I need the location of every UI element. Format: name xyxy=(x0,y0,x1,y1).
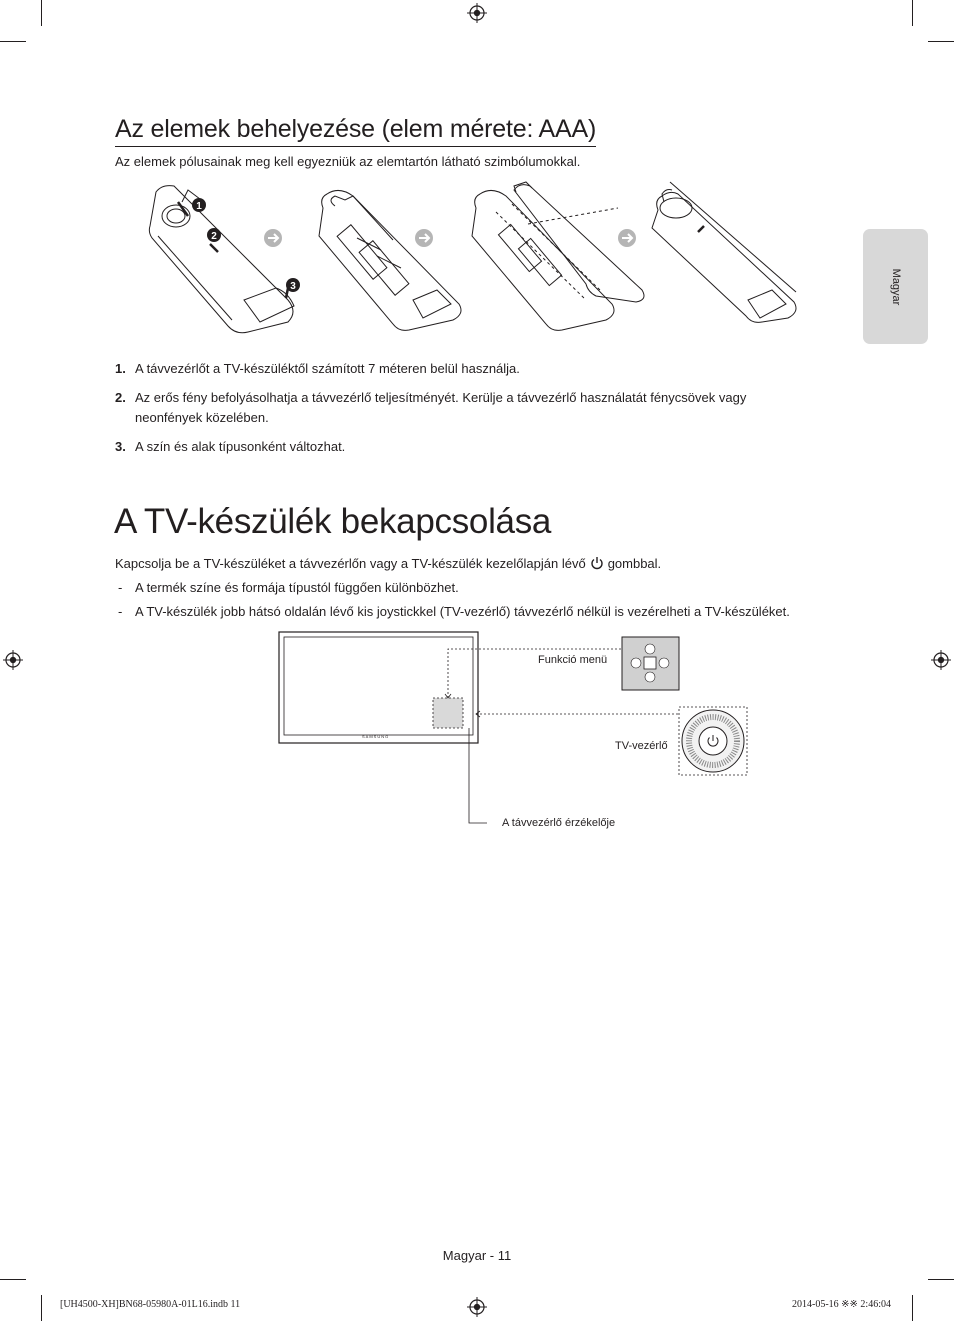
tv-controller-joystick xyxy=(679,707,747,775)
remote-step-4 xyxy=(652,182,796,322)
list-number: 2. xyxy=(115,390,126,405)
crop-mark xyxy=(928,1279,954,1280)
crop-mark xyxy=(0,41,26,42)
battery-notes-list xyxy=(115,359,815,466)
list-number: 1. xyxy=(115,361,126,376)
next-step-arrow-icon xyxy=(415,229,433,247)
language-tab-label: Magyar xyxy=(889,268,902,305)
section-heading-batteries: Az elemek behelyezése (elem mérete: AAA) xyxy=(115,114,596,147)
list-item xyxy=(115,437,815,457)
list-item xyxy=(115,388,815,428)
svg-text:3: 3 xyxy=(290,281,296,292)
page-number: Magyar - 11 xyxy=(442,1248,512,1263)
print-footer-timestamp: 2014-05-16 ※※ 2:46:04 xyxy=(792,1299,891,1310)
tv-brand-logo: SAMSUNG xyxy=(362,734,390,739)
section-heading-power-on: A TV-készülék bekapcsolása xyxy=(114,502,552,541)
registration-mark-icon xyxy=(467,1297,487,1317)
list-item xyxy=(115,359,815,379)
print-footer-file: [UH4500-XH]BN68-05980A-01L16.indb 11 xyxy=(60,1299,241,1310)
crop-mark xyxy=(912,1295,913,1321)
step-badge-1 xyxy=(192,198,206,212)
list-number: 3. xyxy=(115,439,126,454)
remote-step-3 xyxy=(472,182,644,330)
registration-mark-icon xyxy=(3,650,23,670)
battery-intro-text: Az elemek pólusainak meg kell egyezniük az elemtartón látható szimbólumokkal. xyxy=(115,154,581,169)
language-side-tab xyxy=(863,229,928,344)
list-item: - A termék színe és formája típustól függően különbözhet. xyxy=(118,580,459,595)
power-text-before: Kapcsolja be a TV-készüléket a távvezérlőn vagy a TV-készülék kezelőlapján lévő xyxy=(115,556,586,571)
next-step-arrow-icon xyxy=(618,229,636,247)
remote-step-1 xyxy=(149,186,294,333)
crop-mark xyxy=(912,0,913,26)
list-text: A távvezérlőt a TV-készüléktől számított 7 méteren belül használja. xyxy=(135,361,520,376)
remote-sensor-area xyxy=(433,698,463,728)
power-notes-list xyxy=(115,579,790,627)
crop-mark xyxy=(0,1279,26,1280)
remote-step-2 xyxy=(319,190,461,330)
svg-text:1: 1 xyxy=(196,201,202,212)
crop-mark xyxy=(41,0,42,26)
crop-mark xyxy=(41,1295,42,1321)
crop-mark xyxy=(928,41,954,42)
remote-sensor-label: A távvezérlő érzékelője xyxy=(502,817,616,829)
function-menu-label: Funkció menü xyxy=(538,654,608,666)
power-on-instruction xyxy=(115,555,661,573)
tv-controller-label: TV-vezérlő xyxy=(615,740,668,752)
registration-mark-icon xyxy=(931,650,951,670)
power-icon xyxy=(590,556,604,570)
next-step-arrow-icon xyxy=(264,229,282,247)
list-item: - A TV-készülék jobb hátsó oldalán lévő kis joystickkel (TV-vezérlő) távvezérlő nélkül is vezérelheti a TV-készüléket. xyxy=(118,604,790,619)
list-text: A termék színe és formája típustól függően különbözhet. xyxy=(135,580,459,595)
power-text-after: gombbal. xyxy=(607,556,662,571)
step-badge-2 xyxy=(207,228,221,242)
svg-text:2: 2 xyxy=(211,231,217,242)
battery-installation-illustration xyxy=(148,180,808,340)
list-text: A szín és alak típusonként változhat. xyxy=(135,439,346,454)
list-text: A TV-készülék jobb hátsó oldalán lévő kis joystickkel (TV-vezérlő) távvezérlő nélkül is vezérelheti a TV-készüléket. xyxy=(135,604,790,619)
list-text: Az erős fény befolyásolhatja a távvezérlő teljesítményét. Kerülje a távvezérlő használatát fénycsövek vagy neonfények közelében. xyxy=(135,390,747,425)
function-menu-panel xyxy=(622,637,679,690)
registration-mark-icon xyxy=(467,3,487,23)
tv-controller-diagram xyxy=(275,628,755,838)
